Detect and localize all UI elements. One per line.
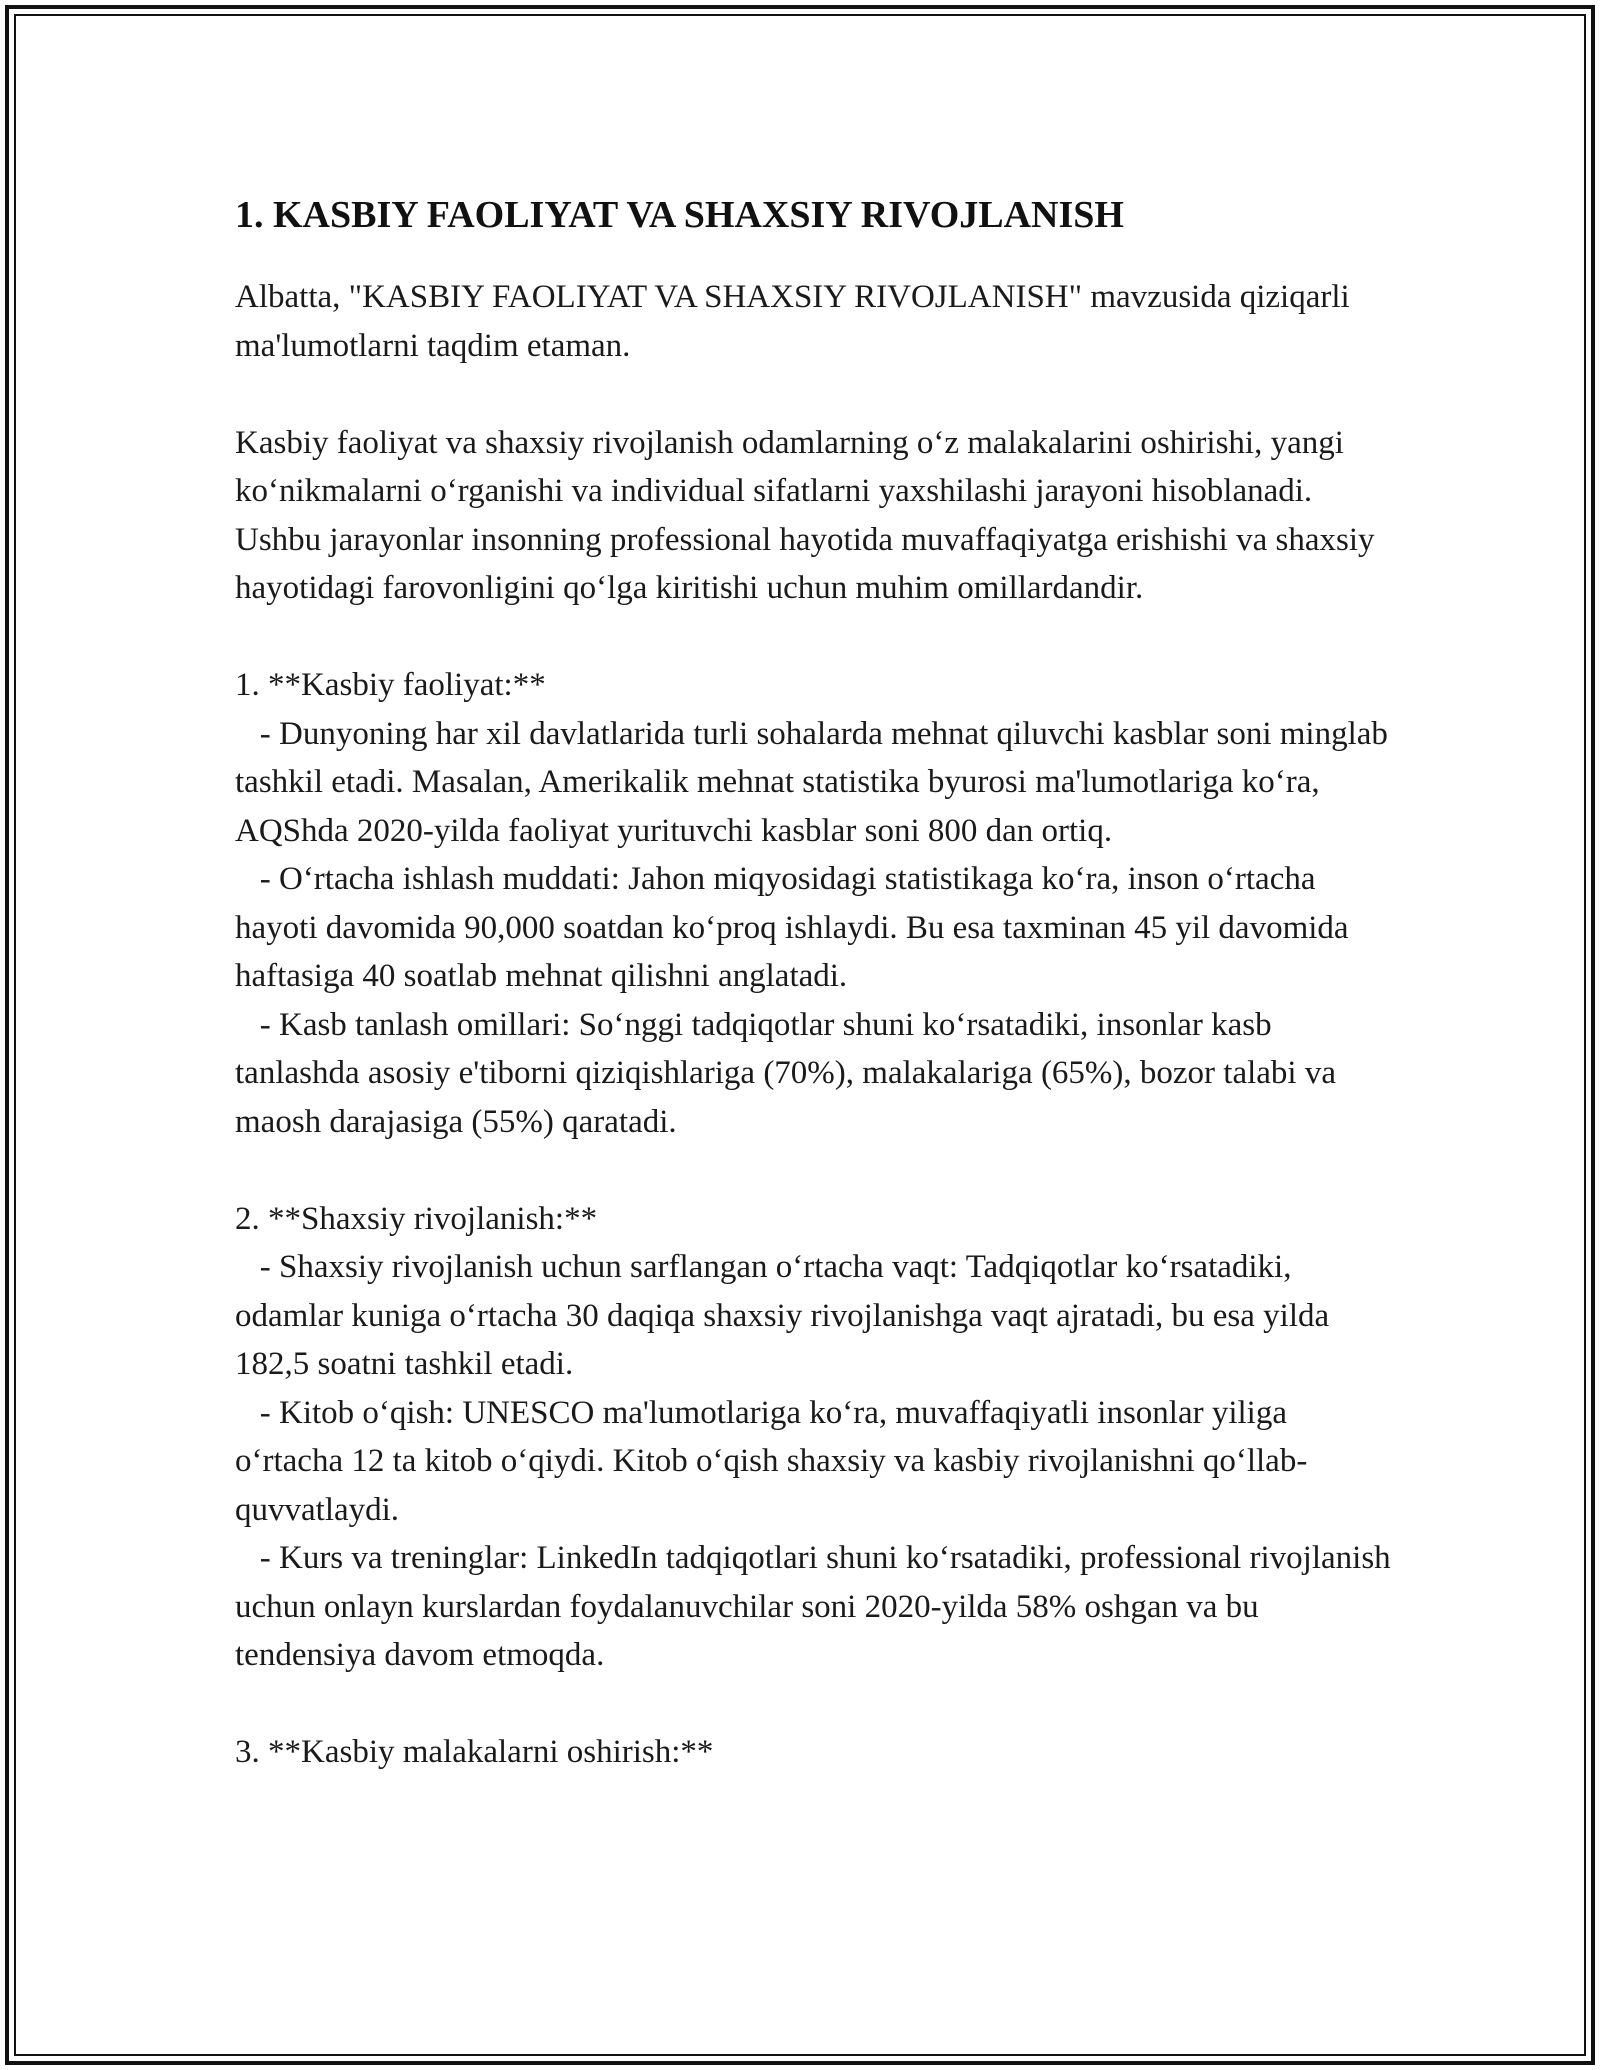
overview-paragraph: Kasbiy faoliyat va shaxsiy rivojlanish odamlarning oʻz malakalarini oshirishi, yangi koʻnikmalarni oʻrganishi va individual sifatlarni yaxshilashi jarayoni hisoblanadi. Ushbu jarayonlar insonning professional hayotida muvaffaqiyatga erishishi va shaxsiy hayotidagi farovonligini qoʻlga kiritishi uchun muhim omillardandir.	[235, 424, 1375, 606]
paragraph-gap	[235, 613, 1395, 662]
page-title: 1. KASBIY FAOLIYAT VA SHAXSIY RIVOJLANISH	[235, 194, 1124, 236]
section-2-item: - Kitob oʻqish: UNESCO ma'lumotlariga koʻra, muvaffaqiyatli insonlar yiliga oʻrtacha 12 ta kitob oʻqiydi. Kitob oʻqish shaxsiy va kasbiy rivojlanishni qoʻllab-quvvatlaydi.	[235, 1394, 1308, 1528]
section-2-heading: 2. **Shaxsiy rivojlanish:**	[235, 1200, 598, 1237]
section-1-item: - Dunyoning har xil davlatlarida turli sohalarda mehnat qiluvchi kasblar soni minglab tashkil etadi. Masalan, Amerikalik mehnat statistika byurosi ma'lumotlariga koʻra, AQShda 2020-yilda faoliyat yurituvchi kasblar soni 800 dan ortiq.	[235, 715, 1397, 849]
section-3-heading: 3. **Kasbiy malakalarni oshirish:**	[235, 1734, 714, 1770]
section-1-item: - Oʻrtacha ishlash muddati: Jahon miqyosidagi statistikaga koʻra, inson oʻrtacha hayoti davomida 90,000 soatdan koʻproq ishlaydi. Bu esa taxminan 45 yil davomida haftasiga 40 soatlab mehnat qilishni anglatadi.	[235, 861, 1357, 994]
section-2-item: - Shaxsiy rivojlanish uchun sarflangan oʻrtacha vaqt: Tadqiqotlar koʻrsatadiki, odamlar kuniga oʻrtacha 30 daqiqa shaxsiy rivojlanishga vaqt ajratadi, bu esa yilda 182,5 soatni tashkil etadi.	[235, 1249, 1338, 1382]
intro-paragraph: Albatta, "KASBIY FAOLIYAT VA SHAXSIY RIVOJLANISH" mavzusida qiziqarli ma'lumotlarni taqdim etaman.	[235, 279, 1350, 364]
paragraph-gap	[235, 1680, 1395, 1729]
paragraph-gap	[235, 1146, 1395, 1195]
section-1-item: - Kasb tanlash omillari: Soʻnggi tadqiqotlar shuni koʻrsatadiki, insonlar kasb tanlashda asosiy e'tiborni qiziqishlariga (70%), malakalariga (65%), bozor talabi va maosh darajasiga (55%) qaratadi.	[235, 1006, 1345, 1140]
document-body	[235, 185, 1399, 1777]
section-1-heading: 1. **Kasbiy faoliyat:**	[235, 667, 546, 703]
paragraph-gap	[235, 370, 1395, 419]
section-2-item: - Kurs va treninglar: LinkedIn tadqiqotlari shuni koʻrsatadiki, professional rivojlanish uchun onlayn kurslardan foydalanuvchilar soni 2020-yilda 58% oshgan va bu tendensiya davom etmoqda.	[235, 1540, 1399, 1673]
